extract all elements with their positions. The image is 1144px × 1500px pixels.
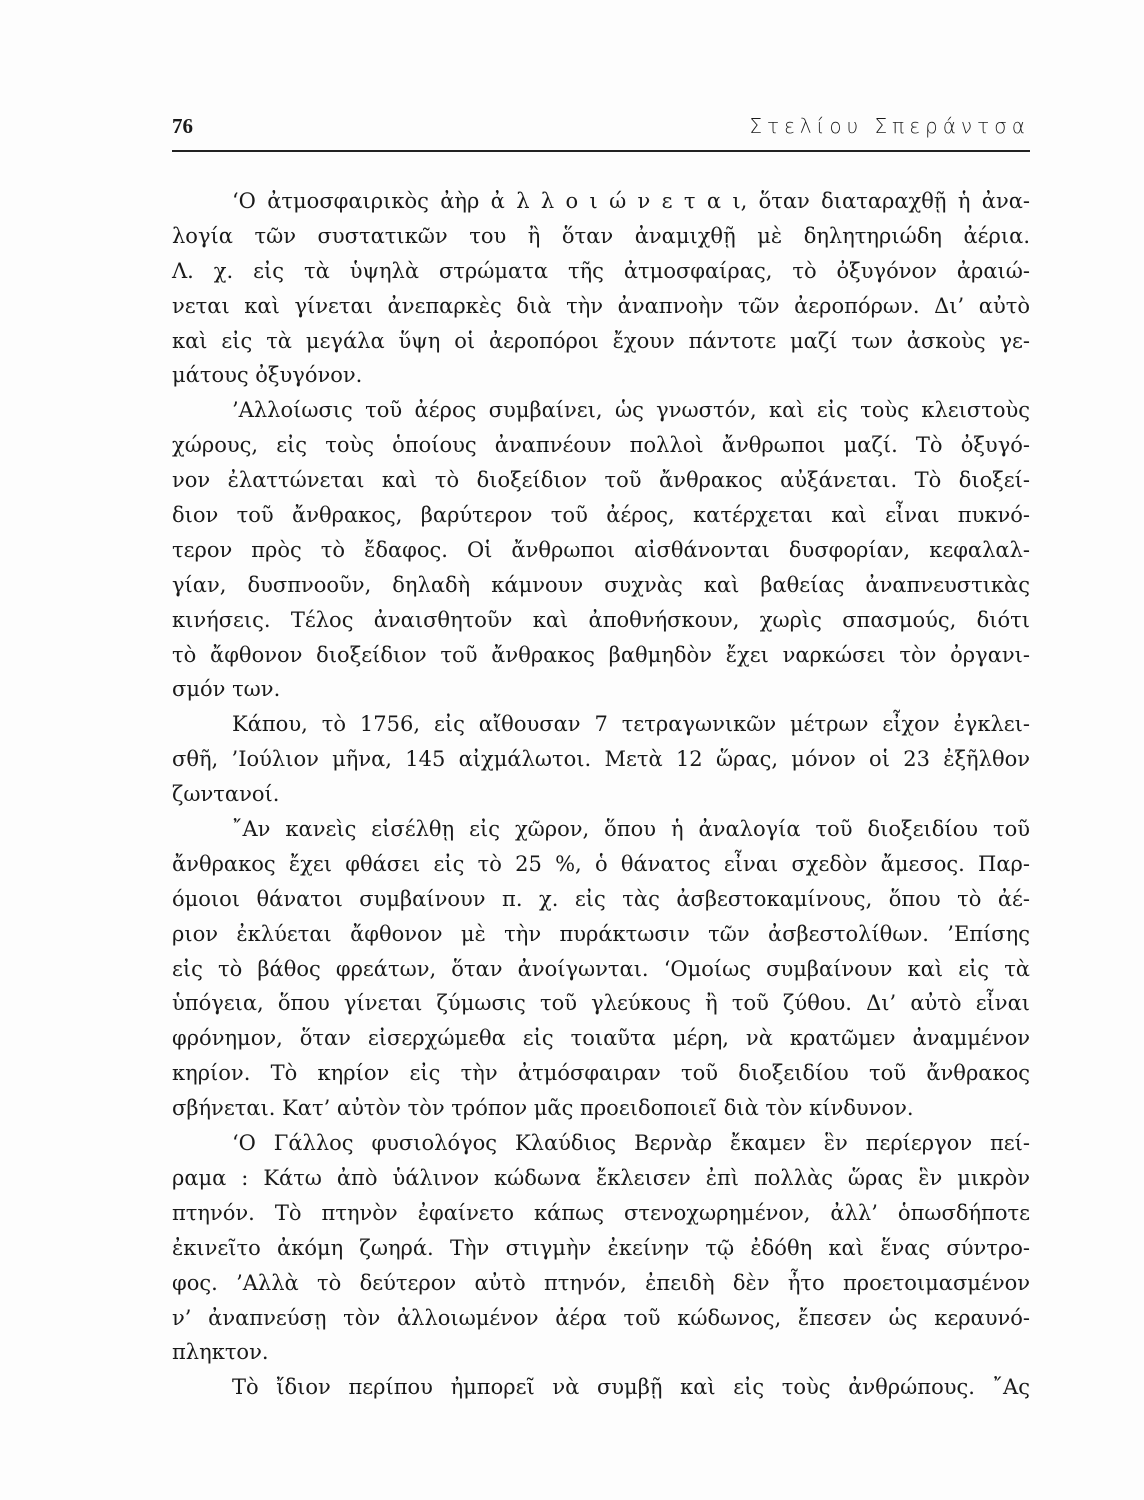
text-line: φρόνημον, ὅταν εἰσερχώμεθα εἰς τοιαῦτα μέρη, νὰ κρατῶμεν ἀναμμένον <box>172 1026 1030 1051</box>
running-head-author: Στελίου Σπεράντσα <box>749 114 1030 138</box>
text-line: ν’ ἀναπνεύσῃ τὸν ἀλλοιωμένον ἀέρα τοῦ κώδωνος, ἔπεσεν ὡς κεραυνό- <box>172 1305 1030 1330</box>
text-line: ζωντανοί. <box>172 782 280 807</box>
text-line: πληκτον. <box>172 1340 269 1365</box>
page-header <box>172 114 1030 144</box>
text-line: ἄνθρακος ἔχει φθάσει εἰς τὸ 25 %, ὁ θάνατος εἶναι σχεδὸν ἄμεσος. Παρ- <box>172 851 1030 876</box>
text-line: Λ. χ. εἰς τὰ ὑψηλὰ στρώματα τῆς ἀτμοσφαίρας, τὸ ὀξυγόνον ἀραιώ- <box>172 258 1030 283</box>
text-line: ὑπόγεια, ὅπου γίνεται ζύμωσις τοῦ γλεύκους ἢ τοῦ ζύθου. Δι’ αὐτὸ εἶναι <box>172 991 1030 1016</box>
text-line: ‘Ο ἀτμοσφαιρικὸς ἀὴρ ἀ λ λ ο ι ώ ν ε τ α ι, ὅταν διαταραχθῇ ἡ ἀνα- <box>232 189 1030 213</box>
text-line: ἐκινεῖτο ἀκόμη ζωηρά. Τὴν στιγμὴν ἐκείνην τῷ ἐδόθη καὶ ἕνας σύντρο- <box>172 1235 1030 1260</box>
paragraph <box>172 1370 1030 1405</box>
text-line: γίαν, δυσπνοοῦν, δηλαδὴ κάμνουν συχνὰς καὶ βαθείας ἀναπνευστικὰς <box>172 572 1030 597</box>
text-line: μάτους ὀξυγόνον. <box>172 363 363 388</box>
paragraph <box>172 184 1030 393</box>
text-line: καὶ εἰς τὰ μεγάλα ὕψη οἱ ἀεροπόροι ἔχουν πάντοτε μαζί των ἀσκοὺς γε- <box>172 328 1030 353</box>
text-line: ριον ἐκλύεται ἄφθονον μὲ τὴν πυράκτωσιν τῶν ἀσβεστολίθων. ’Επίσης <box>172 921 1030 946</box>
page-number: 76 <box>172 114 193 138</box>
paragraph <box>172 393 1030 707</box>
text-line: ραμα : Κάτω ἀπὸ ὑάλινον κώδωνα ἔκλεισεν ἐπὶ πολλὰς ὥρας ἓν μικρὸν <box>172 1165 1030 1190</box>
text-line: Τὸ ἴδιον περίπου ἠμπορεῖ νὰ συμβῇ καὶ εἰς τοὺς ἀνθρώπους. ῎Ας <box>232 1375 1030 1400</box>
text-line: εἰς τὸ βάθος φρεάτων, ὅταν ἀνοίγωνται. ‘Ομοίως συμβαίνουν καὶ εἰς τὰ <box>172 956 1030 981</box>
text-line: σθῆ, ’Ιούλιον μῆνα, 145 αἰχμάλωτοι. Μετὰ 12 ὥρας, μόνον οἱ 23 ἐξῆλθον <box>172 747 1030 772</box>
text-line: κινήσεις. Τέλος ἀναισθητοῦν καὶ ἀποθνήσκουν, χωρὶς σπασμούς, διότι <box>172 607 1030 632</box>
text-line: πτηνόν. Τὸ πτηνὸν ἐφαίνετο κάπως στενοχωρημένον, ἀλλ’ ὁπωσδήποτε <box>172 1200 1030 1225</box>
text-line: κηρίον. Τὸ κηρίον εἰς τὴν ἀτμόσφαιραν τοῦ διοξειδίου τοῦ ἄνθρακος <box>172 1061 1030 1086</box>
text-line: ῎Αν κανεὶς εἰσέλθῃ εἰς χῶρον, ὅπου ἡ ἀναλογία τοῦ διοξειδίου τοῦ <box>232 817 1030 842</box>
body-text <box>172 184 1030 1405</box>
header-rule <box>172 150 1030 152</box>
text-line: όμοιοι θάνατοι συμβαίνουν π. χ. εἰς τὰς ἀσβεστοκαμίνους, ὅπου τὸ ἀέ- <box>172 886 1030 911</box>
paragraph <box>172 1126 1030 1370</box>
text-line: ‘Ο Γάλλος φυσιολόγος Κλαύδιος Βερνὰρ ἔκαμεν ἓν περίεργον πεί- <box>232 1131 1030 1156</box>
text-line: τὸ ἄφθονον διοξείδιον τοῦ ἄνθρακος βαθμηδὸν ἔχει ναρκώσει τὸν ὀργανι- <box>172 642 1030 667</box>
text-line: λογία τῶν συστατικῶν του ἢ ὅταν ἀναμιχθῇ μὲ δηλητηριώδη ἀέρια. <box>172 223 1030 248</box>
text-line: τερον πρὸς τὸ ἔδαφος. Οἱ ἄνθρωποι αἰσθάνονται δυσφορίαν, κεφαλαλ- <box>172 537 1030 562</box>
text-line: νον ἐλαττώνεται καὶ τὸ διοξείδιον τοῦ ἄνθρακος αὐξάνεται. Τὸ διοξεί- <box>172 468 1030 493</box>
text-line: Κάπου, τὸ 1756, εἰς αἴθουσαν 7 τετραγωνικῶν μέτρων εἶχον ἐγκλει- <box>232 712 1030 737</box>
text-line: φος. ’Αλλὰ τὸ δεύτερον αὐτὸ πτηνόν, ἐπειδὴ δὲν ἦτο προετοιμασμένον <box>172 1270 1030 1295</box>
text-line: διον τοῦ ἄνθρακος, βαρύτερον τοῦ ἀέρος, κατέρχεται καὶ εἶναι πυκνό- <box>172 503 1030 528</box>
text-line: χώρους, εἰς τοὺς ὁποίους ἀναπνέουν πολλοὶ ἄνθρωποι μαζί. Τὸ ὀξυγό- <box>172 433 1030 458</box>
paragraph <box>172 707 1030 812</box>
text-line: σμόν των. <box>172 677 281 702</box>
text-line: σβήνεται. Κατ’ αὐτὸν τὸν τρόπον μᾶς προειδοποιεῖ διὰ τὸν κίνδυνον. <box>172 1096 914 1121</box>
text-line: ’Αλλοίωσις τοῦ ἀέρος συμβαίνει, ὡς γνωστόν, καὶ εἰς τοὺς κλειστοὺς <box>232 398 1030 423</box>
text-line: νεται καὶ γίνεται ἀνεπαρκὲς διὰ τὴν ἀναπνοὴν τῶν ἀεροπόρων. Δι’ αὐτὸ <box>172 293 1030 318</box>
paragraph <box>172 812 1030 1126</box>
